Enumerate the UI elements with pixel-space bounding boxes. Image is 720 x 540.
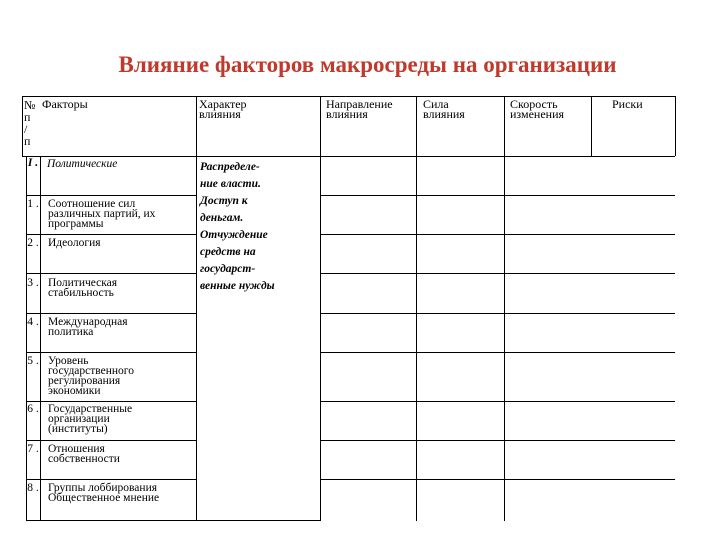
row-factor-text: Общественное мнение — [48, 492, 160, 504]
header-bottom-border — [22, 156, 675, 157]
row-separator — [26, 195, 196, 196]
row-number: 5 . — [27, 355, 39, 367]
character-note-line: ние власти. — [200, 178, 261, 190]
row-separator — [26, 401, 196, 402]
speed-left-border — [504, 96, 505, 521]
row-number: 1 . — [27, 198, 39, 210]
row-factor-text: Соотношение сил — [48, 198, 136, 210]
header-strength-line2: влияния — [423, 107, 465, 121]
row-factor-text: регулирования — [48, 375, 121, 387]
header-speed-line2: изменения — [510, 107, 565, 121]
header-direction-line2: влияния — [326, 107, 368, 121]
row-separator — [320, 352, 675, 353]
body-left-border — [26, 156, 27, 521]
row-factor-text: программы — [48, 218, 104, 230]
character-note — [200, 159, 318, 295]
character-note-line: Распределе- — [200, 161, 260, 173]
row-factor-text: Отношения — [48, 443, 105, 455]
row-separator — [320, 313, 675, 314]
row-separator — [26, 273, 196, 274]
row-factor-text: различных партий, их — [48, 208, 156, 220]
row-factor-text: государственного — [48, 365, 134, 377]
row-number: 8 . — [27, 482, 39, 494]
row-separator — [320, 234, 675, 235]
row-factor-text: стабильность — [48, 287, 114, 299]
character-note-line: Отчуждение — [200, 229, 268, 241]
character-note-line: венные нужды — [200, 280, 275, 292]
row-factor-text: политика — [48, 326, 94, 338]
direction-left-border — [320, 96, 321, 521]
row-factor-text: Группы лоббирования — [48, 482, 158, 494]
table-bottom-border — [26, 520, 321, 521]
row-factor-text: Уровень — [48, 355, 89, 367]
row-separator — [320, 440, 675, 441]
header-direction-line1: Направление — [326, 97, 393, 111]
header-factors: Факторы — [42, 97, 88, 111]
row-separator — [26, 352, 196, 353]
row-factor-text: собственности — [48, 453, 120, 465]
character-note-line: государст- — [200, 263, 256, 275]
header-character-line2: влияния — [199, 107, 241, 121]
strength-left-border — [416, 96, 417, 521]
header-character-line1: Характер — [199, 97, 247, 111]
section-label: Политические — [47, 158, 118, 170]
row-separator — [320, 195, 675, 196]
row-separator — [320, 401, 675, 402]
risks-right-border — [675, 96, 676, 156]
row-separator — [320, 479, 675, 480]
row-separator — [26, 440, 196, 441]
row-factor-text: организации — [48, 413, 110, 425]
row-number: 3 . — [27, 277, 39, 289]
header-strength-line1: Сила — [423, 97, 449, 111]
risks-left-border — [591, 96, 592, 156]
header-num: № п / п — [24, 98, 36, 148]
row-separator — [26, 313, 196, 314]
row-separator — [26, 479, 196, 480]
header-risks: Риски — [612, 97, 643, 111]
character-left-border — [196, 96, 197, 521]
header-speed-line1: Скорость — [510, 97, 558, 111]
row-number: 7 . — [27, 443, 39, 455]
table-left-border — [22, 96, 23, 156]
row-factor-text: экономики — [48, 385, 101, 397]
row-factor-text: Международная — [48, 316, 128, 328]
row-number: 4 . — [27, 316, 39, 328]
character-note-line: Доступ к — [200, 195, 248, 207]
row-separator — [26, 234, 196, 235]
row-factor-text: Идеология — [48, 237, 101, 249]
row-number: 2 . — [27, 237, 39, 249]
page-title: Влияние факторов макросреды на организации — [118, 52, 617, 77]
row-factor-text: (институты) — [48, 423, 108, 435]
row-separator — [320, 273, 675, 274]
row-factor-text: Государственные — [48, 403, 133, 415]
factors-left-border — [40, 156, 41, 521]
character-note-line: средств на — [200, 246, 256, 258]
row-number: 6 . — [27, 403, 39, 415]
character-note-line: деньгам. — [200, 212, 244, 224]
row-factor-text: Политическая — [48, 277, 118, 289]
section-number: I . — [27, 157, 39, 169]
